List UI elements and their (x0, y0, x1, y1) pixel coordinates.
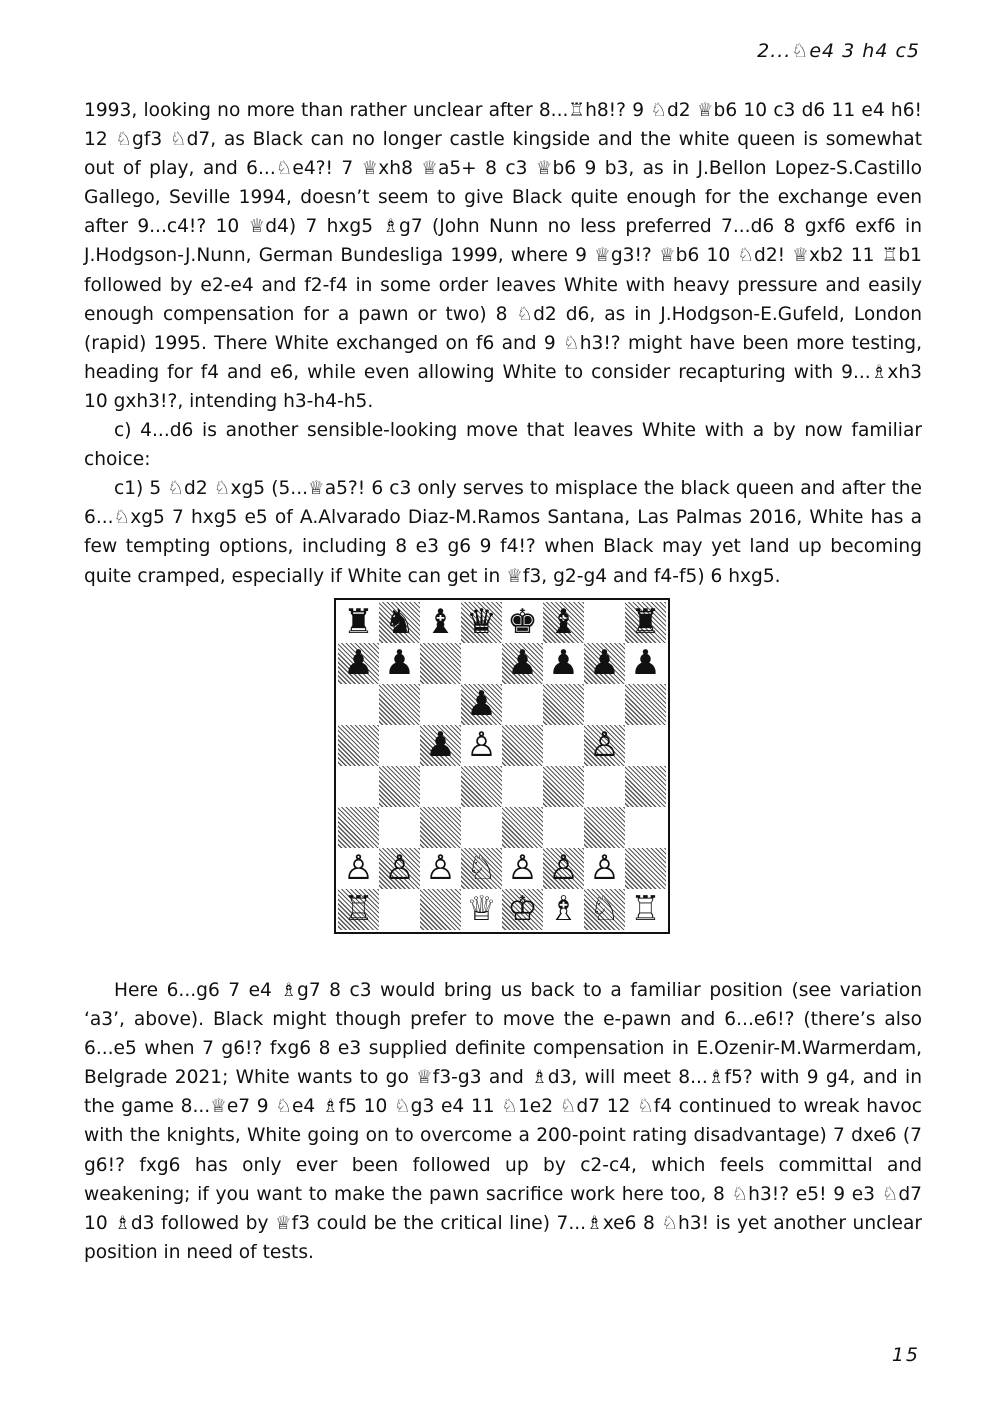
chess-piece-icon: ♕ (466, 889, 497, 929)
square-c2 (420, 848, 461, 889)
square-b2 (379, 848, 420, 889)
square-e5 (502, 725, 543, 766)
square-f6 (543, 684, 584, 725)
square-d1 (461, 889, 502, 930)
square-b1 (379, 889, 420, 930)
chess-piece-icon: ♖ (630, 889, 661, 929)
chess-piece-icon: ♟ (384, 643, 415, 683)
square-e6 (502, 684, 543, 725)
square-h6 (625, 684, 666, 725)
chess-piece-icon: ♟ (343, 643, 374, 683)
square-c3 (420, 807, 461, 848)
square-h5 (625, 725, 666, 766)
chess-piece-icon: ♙ (589, 725, 620, 765)
chess-piece-icon: ♟ (507, 643, 538, 683)
chess-piece-icon: ♙ (384, 848, 415, 888)
square-f2 (543, 848, 584, 889)
square-h7 (625, 643, 666, 684)
chess-piece-icon: ♙ (343, 848, 374, 888)
square-a1 (338, 889, 379, 930)
square-e2 (502, 848, 543, 889)
chess-piece-icon: ♟ (630, 643, 661, 683)
paragraph: Here 6...g6 7 e4 ♗g7 8 c3 would bring us back to a familiar position (see variation ‘a3’, above). Black might though prefer to move the e-pawn and 6...e6!? (there’s also 6...e5 when 7 g6!? fxg6 8 e3 supplied definite compensation in E.Ozenir-M.Warmerdam, Belgrade 2021; White wants to go ♕f3-g3 and ♗d3, will meet 8...♗f5? with 9 g4, and in the game 8...♕e7 9 ♘e4 ♗f5 10 ♘g3 e4 11 ♘1e2 ♘d7 12 ♘f4 continued to wreak havoc with the knights, White going on to overcome a 200-point rating disadvantage) 7 dxe6 (7 g6!? fxg6 has only ever been followed up by c2-c4, which feels committal and weakening; if you want to make the pawn sacrifice work here too, 8 ♘h3!? e5! 9 e3 ♘d7 10 ♗d3 followed by ♕f3 could be the critical line) 7...♗xe6 8 ♘h3! is yet another unclear position in need of tests. (84, 980, 922, 1263)
chess-piece-icon: ♘ (589, 889, 620, 929)
square-g1 (584, 889, 625, 930)
square-g7 (584, 643, 625, 684)
square-g5 (584, 725, 625, 766)
square-c8 (420, 602, 461, 643)
square-f5 (543, 725, 584, 766)
square-c4 (420, 766, 461, 807)
chess-diagram (334, 598, 670, 934)
square-e3 (502, 807, 543, 848)
chess-piece-icon: ♝ (425, 602, 456, 642)
chess-piece-icon: ♔ (507, 889, 538, 929)
square-d7 (461, 643, 502, 684)
square-e4 (502, 766, 543, 807)
chess-piece-icon: ♘ (466, 848, 497, 888)
square-a6 (338, 684, 379, 725)
square-d5 (461, 725, 502, 766)
chess-piece-icon: ♙ (589, 848, 620, 888)
square-a5 (338, 725, 379, 766)
square-a4 (338, 766, 379, 807)
square-h8 (625, 602, 666, 643)
square-d8 (461, 602, 502, 643)
chess-piece-icon: ♜ (343, 602, 374, 642)
chess-piece-icon: ♙ (466, 725, 497, 765)
square-a3 (338, 807, 379, 848)
square-a8 (338, 602, 379, 643)
chess-piece-icon: ♞ (384, 602, 415, 642)
square-h1 (625, 889, 666, 930)
square-c7 (420, 643, 461, 684)
square-b5 (379, 725, 420, 766)
square-f4 (543, 766, 584, 807)
square-d3 (461, 807, 502, 848)
square-e7 (502, 643, 543, 684)
square-g4 (584, 766, 625, 807)
square-d4 (461, 766, 502, 807)
square-g6 (584, 684, 625, 725)
square-e1 (502, 889, 543, 930)
square-e8 (502, 602, 543, 643)
square-a7 (338, 643, 379, 684)
square-d2 (461, 848, 502, 889)
chess-piece-icon: ♟ (548, 643, 579, 683)
square-h4 (625, 766, 666, 807)
square-d6 (461, 684, 502, 725)
paragraph: c1) 5 ♘d2 ♘xg5 (5...♕a5?! 6 c3 only serves to misplace the black queen and after the 6...♘xg5 7 hxg5 e5 of A.Alvarado Diaz-M.Ramos Santana, Las Palmas 2016, White has a few tempting options, including 8 e3 g6 9 f4!? when Black may yet land up becoming quite cramped, especially if White can get in ♕f3, g2-g4 and f4-f5) 6 hxg5. (84, 478, 922, 587)
chess-piece-icon: ♟ (589, 643, 620, 683)
square-c1 (420, 889, 461, 930)
chess-piece-icon: ♖ (343, 889, 374, 929)
chess-piece-icon: ♙ (548, 848, 579, 888)
square-h3 (625, 807, 666, 848)
square-f7 (543, 643, 584, 684)
square-b6 (379, 684, 420, 725)
square-f8 (543, 602, 584, 643)
chess-piece-icon: ♟ (466, 684, 497, 724)
square-g2 (584, 848, 625, 889)
chess-piece-icon: ♚ (507, 602, 538, 642)
square-f3 (543, 807, 584, 848)
square-g3 (584, 807, 625, 848)
chess-piece-icon: ♝ (548, 602, 579, 642)
chess-piece-icon: ♜ (630, 602, 661, 642)
square-h2 (625, 848, 666, 889)
chess-board-grid (338, 602, 666, 930)
chess-piece-icon: ♙ (507, 848, 538, 888)
chess-piece-icon: ♙ (425, 848, 456, 888)
square-c6 (420, 684, 461, 725)
square-b4 (379, 766, 420, 807)
paragraph: c) 4...d6 is another sensible-looking move that leaves White with a by now familiar choice: (84, 420, 922, 471)
page-number: 15 (891, 1344, 920, 1366)
square-c5 (420, 725, 461, 766)
paragraph: 1993, looking no more than rather unclear after 8...♖h8!? 9 ♘d2 ♕b6 10 c3 d6 11 e4 h6! 12 ♘gf3 ♘d7, as Black can no longer castle kingside and the white queen is somewhat out of play, and 6...♘e4?! 7 ♕xh8 ♕a5+ 8 c3 ♕b6 9 b3, as in J.Bellon Lopez-S.Castillo Gallego, Seville 1994, doesn’t seem to give Black quite enough for the exchange even after 9...c4!? 10 ♕d4) 7 hxg5 ♗g7 (John Nunn no less preferred 7...d6 8 gxf6 exf6 in J.Hodgson-J.Nunn, German Bundesliga 1999, where 9 ♕g3!? ♕b6 10 ♘d2! ♕xb2 11 ♖b1 followed by e2-e4 and f2-f4 in some order leaves White with heavy pressure and easily enough compensation for a pawn or two) 8 ♘d2 d6, as in J.Hodgson-E.Gufeld, London (rapid) 1995. There White exchanged on f6 and 9 ♘h3!? might have been more testing, heading for f4 and e6, while even allowing White to consider recapturing with 9...♗xh3 10 gxh3!?, intending h3-h4-h5. (84, 100, 922, 412)
chess-piece-icon: ♗ (548, 889, 579, 929)
body-text-bottom (84, 976, 922, 1267)
square-g8 (584, 602, 625, 643)
chess-piece-icon: ♛ (466, 602, 497, 642)
square-a2 (338, 848, 379, 889)
square-b8 (379, 602, 420, 643)
square-f1 (543, 889, 584, 930)
square-b7 (379, 643, 420, 684)
running-head: 2...♘e4 3 h4 c5 (757, 40, 920, 62)
body-text-top (84, 96, 922, 591)
chess-piece-icon: ♟ (425, 725, 456, 765)
square-b3 (379, 807, 420, 848)
